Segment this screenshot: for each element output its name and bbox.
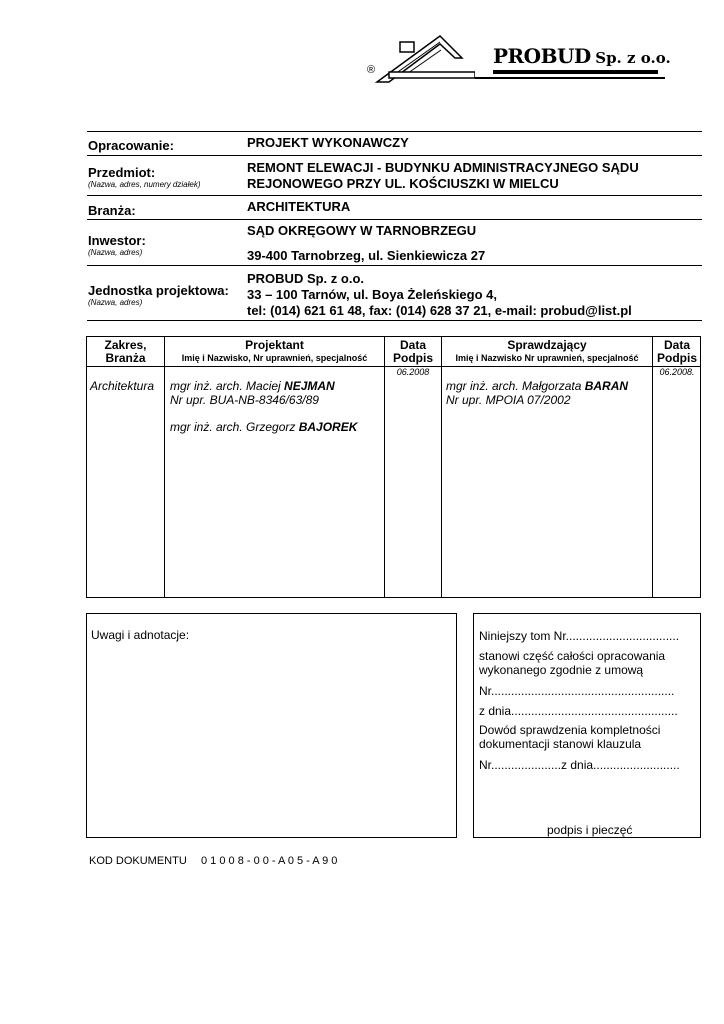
logo-company-name: PROBUD [493,44,591,68]
stamp-box [473,613,701,838]
header-sprawdzajacy [442,339,652,364]
jednostka-label: Jednostka projektowa: [88,283,229,298]
uwagi-label: Uwagi i adnotacje: [91,628,190,642]
logo-underline-shadow [475,77,665,79]
branza-value: ARCHITEKTURA [247,199,351,214]
row-zakres: Architektura [90,379,155,393]
column-divider [441,337,442,597]
header-projektant [165,339,384,364]
jednostka-value-line-1: PROBUD Sp. z o.o. [247,271,364,286]
stamp-line-7: dokumentacji stanowi klauzula [479,737,642,751]
column-divider [164,337,165,597]
stamp-line-5: z dnia.................................................. [479,704,678,718]
inwestor-value-line-2: 39-400 Tarnobrzeg, ul. Sienkiewicza 27 [247,248,486,263]
team-table [86,336,701,598]
sprawdzajacy: mgr inż. arch. Małgorzata BARAN [446,379,629,393]
projektant-1-name: NEJMAN [284,379,335,393]
stamp-line-8: Nr.....................z dnia.......................... [479,758,680,772]
house-logo-icon [365,32,475,88]
jednostka-value-line-2: 33 – 100 Tarnów, ul. Boya Żeleńskiego 4, [247,287,497,302]
projektant-2-name: BAJOREK [298,420,358,434]
jednostka-hint: (Nazwa, adres) [88,298,143,307]
header-projektant-title: Projektant [245,338,304,352]
signature-label: podpis i pieczęć [547,823,633,837]
przedmiot-label: Przedmiot: [88,165,156,180]
divider [87,320,702,321]
divider [87,195,702,196]
stamp-line-3: wykonanego zgodnie z umową [479,663,644,677]
jednostka-value-line-3: tel: (014) 621 61 48, fax: (014) 628 37 21, e-mail: probud@list.pl [247,303,632,318]
header-zakres: Zakres, Branża [104,338,147,365]
projektant-1-nr: Nr upr. BUA-NB-8346/63/89 [170,393,319,407]
document-code: 0 1 0 0 8 - 0 0 - A 0 5 - A 9 0 [201,855,338,867]
stamp-line-6: Dowód sprawdzenia kompletności [479,723,661,737]
logo-company-suffix: Sp. z o.o. [595,49,671,67]
opracowanie-label: Opracowanie: [88,138,174,153]
branza-label: Branża: [88,203,136,218]
divider [87,131,702,132]
przedmiot-hint: (Nazwa, adres, numery działek) [88,180,201,189]
przedmiot-value-line-2: REJONOWEGO PRZY UL. KOŚCIUSZKI W MIELCU [247,176,559,191]
stamp-line-2: stanowi część całości opracowania [479,649,666,663]
header-sprawdzajacy-sub: Imię i Nazwisko Nr uprawnień, specjalność [455,353,639,363]
sprawdzajacy-name: BARAN [584,379,629,393]
stamp-line-4: Nr....................................................... [479,684,675,698]
logo-underline [493,70,658,74]
row-data-1: 06.2008 [396,367,430,377]
uwagi-box [86,613,457,838]
inwestor-label: Inwestor: [88,233,146,248]
header-data-1: Data Podpis [392,338,433,365]
row-data-2: 06.2008. [659,367,695,377]
inwestor-hint: (Nazwa, adres) [88,248,143,257]
header-data-2: Data Podpis [656,338,697,365]
projektant-2: mgr inż. arch. Grzegorz BAJOREK [170,420,358,434]
stamp-line-1: Niniejszy tom Nr.................................. [479,629,680,643]
przedmiot-value-line-1: REMONT ELEWACJI - BUDYNKU ADMINISTRACYJNEGO SĄDU [247,160,639,175]
divider [87,155,702,156]
document-code-label: KOD DOKUMENTU [89,855,187,867]
divider [87,219,702,220]
sprawdzajacy-nr: Nr upr. MPOIA 07/2002 [446,393,571,407]
divider [87,265,702,266]
header-projektant-sub: Imię i Nazwisko, Nr uprawnień, specjalność [181,353,368,363]
company-logo [365,32,671,88]
registered-mark: ® [367,64,376,76]
inwestor-value-line-1: SĄD OKRĘGOWY W TARNOBRZEGU [247,223,477,238]
opracowanie-value: PROJEKT WYKONAWCZY [247,135,409,150]
projektant-1: mgr inż. arch. Maciej NEJMAN [170,379,335,393]
header-sprawdzajacy-title: Sprawdzający [507,338,587,352]
